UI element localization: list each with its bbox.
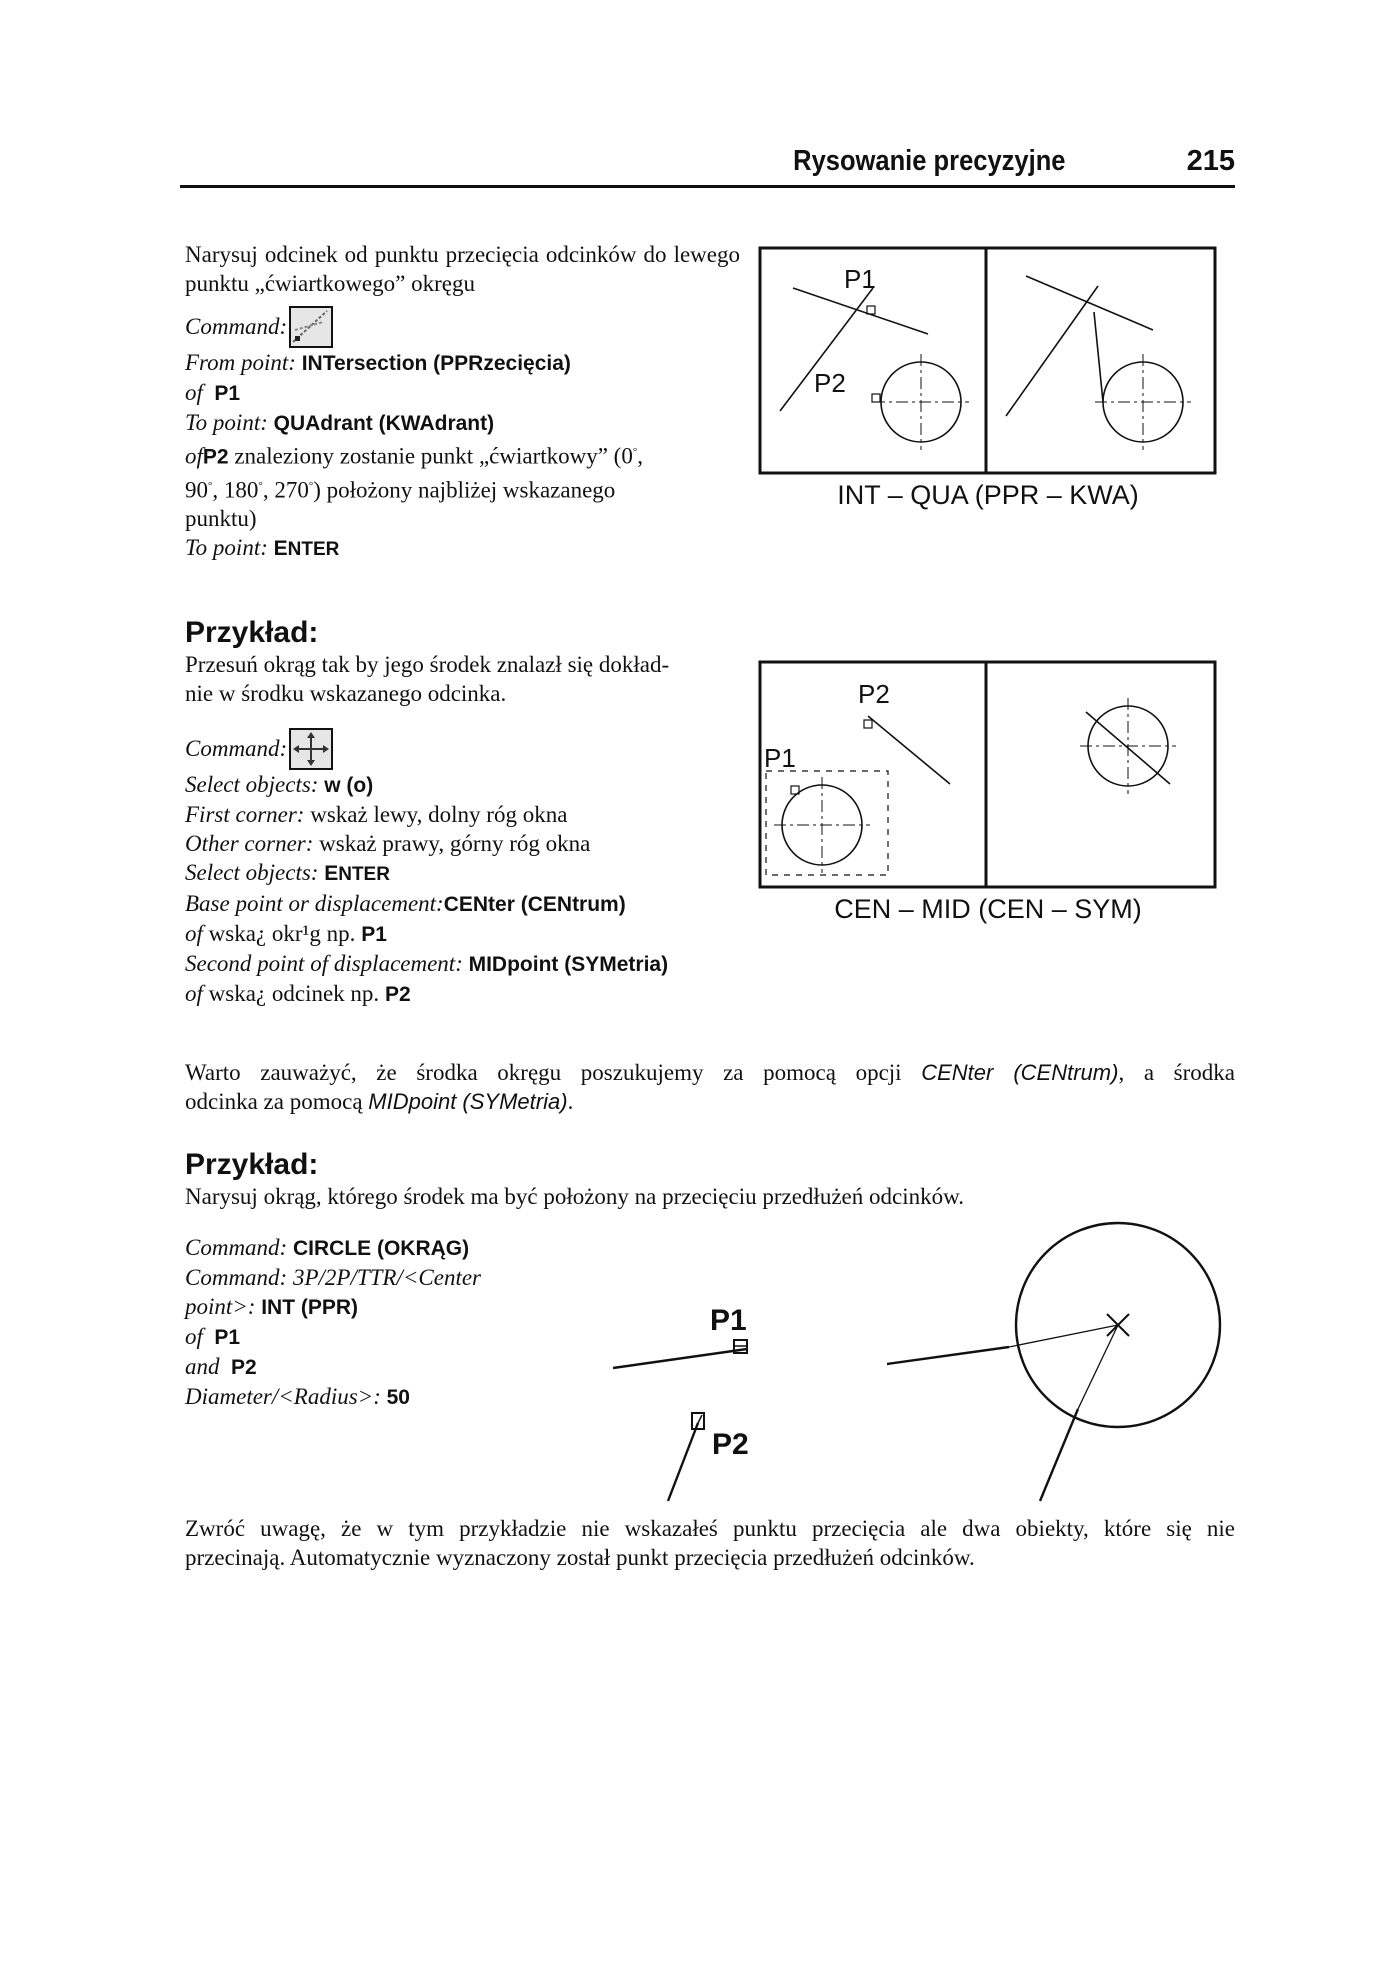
figure-int-qua [758, 246, 1218, 536]
figure-int-qua-drawing [758, 246, 1218, 476]
page-number: 215 [1186, 145, 1235, 177]
center-point-value: INT (PPR) [261, 1296, 359, 1319]
to-point-enter-line: To point: ENTER [185, 535, 340, 561]
example1 [185, 616, 745, 1009]
figure-circle-intersection [600, 1215, 1240, 1515]
note-paragraph: Warto zauważyć, że środka okręgu poszukujemy za pomocą opcji CENter (CENtrum), a środka odcinka za pomocą MIDpoint (SYMetria). [185, 1060, 1236, 1114]
example1-commands: Command: Select objects: w (o) First corner: wskaż lewy, dolny róg okna Other corner: wskaż prawy, górny róg okna Select objects: ENTER Base point or displacement:CENter (CENtrum) of wska¿ okr¹g np. P1 Second point of displacement: MIDpoint (SYMetria) of wska¿ odcinek np. P2 [185, 728, 745, 1009]
section1-command-line [185, 306, 740, 348]
circle-command-value: CIRCLE (OKRĄG) [292, 1237, 470, 1260]
command-label: Command: [185, 314, 288, 339]
fig1-label-p1: P1 [844, 264, 876, 294]
fig3-label-p1: P1 [710, 1304, 747, 1337]
running-header [180, 145, 1235, 189]
example1-command-line: Command: [185, 728, 745, 770]
intersection-snap-icon[interactable] [289, 306, 333, 348]
select-objects-value: w (o) [324, 774, 374, 797]
note-midpoint-term: MIDpoint (SYMetria) [368, 1089, 568, 1114]
base-point-value: CENter (CENtrum) [443, 893, 626, 916]
example2-heading: Przykład: [185, 1148, 319, 1181]
example1-heading: Przykład: [185, 616, 319, 649]
from-point-value: INTersection (PPRzecięcia) [301, 352, 571, 375]
example2-commands: Command: CIRCLE (OKRĄG) Command: 3P/2P/TTR/<Center point>: INT (PPR) of P1 and P2 Diameter/<Radius>: 50 [185, 1235, 481, 1409]
move-icon[interactable] [289, 728, 333, 770]
fig2-label-p1: P1 [764, 743, 796, 773]
figure-int-qua-caption: INT – QUA (PPR – KWA) [837, 480, 1139, 510]
figure-cen-mid [758, 660, 1218, 950]
closing-paragraph: Zwróć uwagę, że w tym przykładzie nie wskazałeś punktu przecięcia ale dwa obiekty, które się nie przecinają. Automatycznie wyznaczony został punkt przecięcia przedłużeń odcinków. [185, 1516, 1235, 1570]
header-title: Rysowanie precyzyjne [792, 145, 1065, 177]
to-point-line: To point: QUAdrant (KWAdrant) [185, 410, 495, 435]
enter-key: ENTER [273, 537, 340, 561]
section1-text [185, 240, 740, 564]
example1-description: Przesuń okrąg tak by jego środek znalazł się dokład- nie w środku wskazanego odcinka. [185, 652, 670, 706]
example2-description: Narysuj okrąg, którego środek ma być położony na przecięciu przedłużeń odcinków. [185, 1184, 964, 1209]
figure-cen-mid-drawing [758, 660, 1218, 890]
of-line: of P1 [185, 380, 241, 405]
of2-line: ofP2 znaleziony zostanie punkt „ćwiartkowy” (0°, [185, 443, 643, 469]
second-point-value: MIDpoint (SYMetria) [468, 953, 669, 976]
enter-key: ENTER [324, 862, 390, 885]
angles-line-end: punktu) [185, 506, 257, 532]
from-point-line: From point: INTersection (PPRzecięcia) [185, 350, 571, 375]
fig3-label-p2: P2 [712, 1428, 749, 1461]
section1-intro: Narysuj odcinek od punktu przecięcia odcinków do lewego punktu „ćwiartkowego” okręgu [185, 242, 740, 296]
angles-line: 90°, 180°, 270°) położony najbliżej wskazanego [185, 477, 616, 503]
note-center-term: CENter (CENtrum) [921, 1060, 1119, 1085]
fig2-label-p2: P2 [858, 679, 890, 709]
header-rule [180, 185, 1235, 188]
radius-value: 50 [386, 1386, 410, 1409]
to-point-value: QUAdrant (KWAdrant) [273, 412, 495, 435]
fig1-label-p2: P2 [814, 368, 846, 398]
figure-cen-mid-caption: CEN – MID (CEN – SYM) [834, 894, 1142, 924]
figure-circle-intersection-drawing [600, 1215, 1240, 1515]
